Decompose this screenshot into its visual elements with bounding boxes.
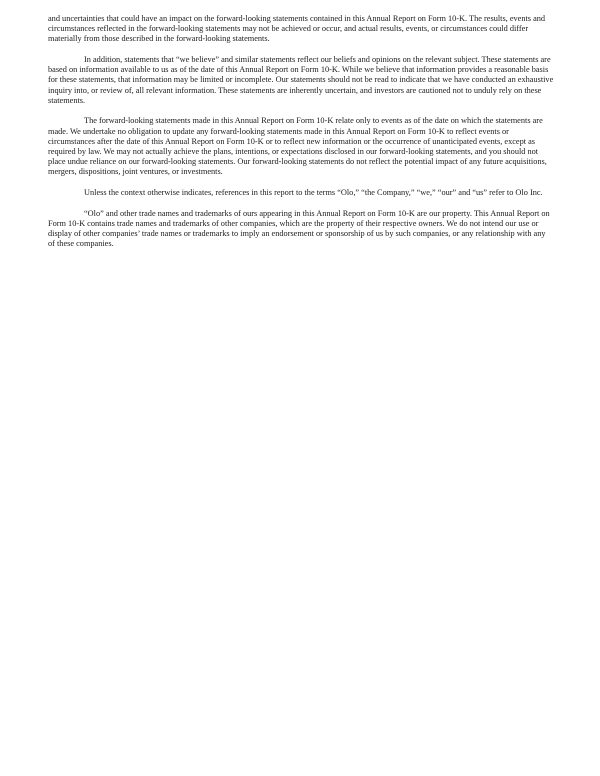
- paragraph-references: Unless the context otherwise indicates, references in this report to the terms “Olo,” “the Company,” “we,” “our” and “us” refer to Olo Inc.: [84, 188, 543, 198]
- paragraph-we-believe: In addition, statements that “we believe” and similar statements reflect our beliefs and opinions on the relevant subject. These statements are based on information available to us as of the date of this Annual Report on Form 10-K. While we believe that information provides a reasonable basis for these statements, that information may be limited or incomplete. Our statements should not be read to indicate that we have conducted an exhaustive inquiry into, or review of, all relevant information. These statements are inherently uncertain, and investors are cautioned not to unduly rely on these statements.: [48, 55, 554, 105]
- paragraph-forward-looking-statements: The forward-looking statements made in this Annual Report on Form 10-K relate only to events as of the date on which the statements are made. We undertake no obligation to update any forward-looking statements made in this Annual Report on Form 10-K to reflect events or circumstances after the date of this Annual Report on Form 10-K or to reflect new information or the occurrence of unanticipated events, except as required by law. We may not actually achieve the plans, intentions, or expectations disclosed in our forward-looking statements, and you should not place undue reliance on our forward-looking statements. Our forward-looking statements do not reflect the potential impact of any future acquisitions, mergers, dispositions, joint ventures, or investments.: [48, 116, 547, 177]
- paragraph-forward-looking-continuation: and uncertainties that could have an impact on the forward-looking statements contained in this Annual Report on Form 10-K. The results, events and circumstances reflected in the forward-looking statements may not be achieved or occur, and actual results, events, or circumstances could differ materially from those described in the forward-looking statements.: [48, 14, 546, 44]
- paragraph-trademarks: “Olo” and other trade names and trademarks of ours appearing in this Annual Report on Form 10-K are our property. This Annual Report on Form 10-K contains trade names and trademarks of other companies, which are the property of their respective owners. We do not intend our use or display of other companies’ trade names or trademarks to imply an endorsement or sponsorship of us by such companies, or any relationship with any of these companies.: [48, 208, 550, 249]
- document-page: [48, 14, 554, 260]
